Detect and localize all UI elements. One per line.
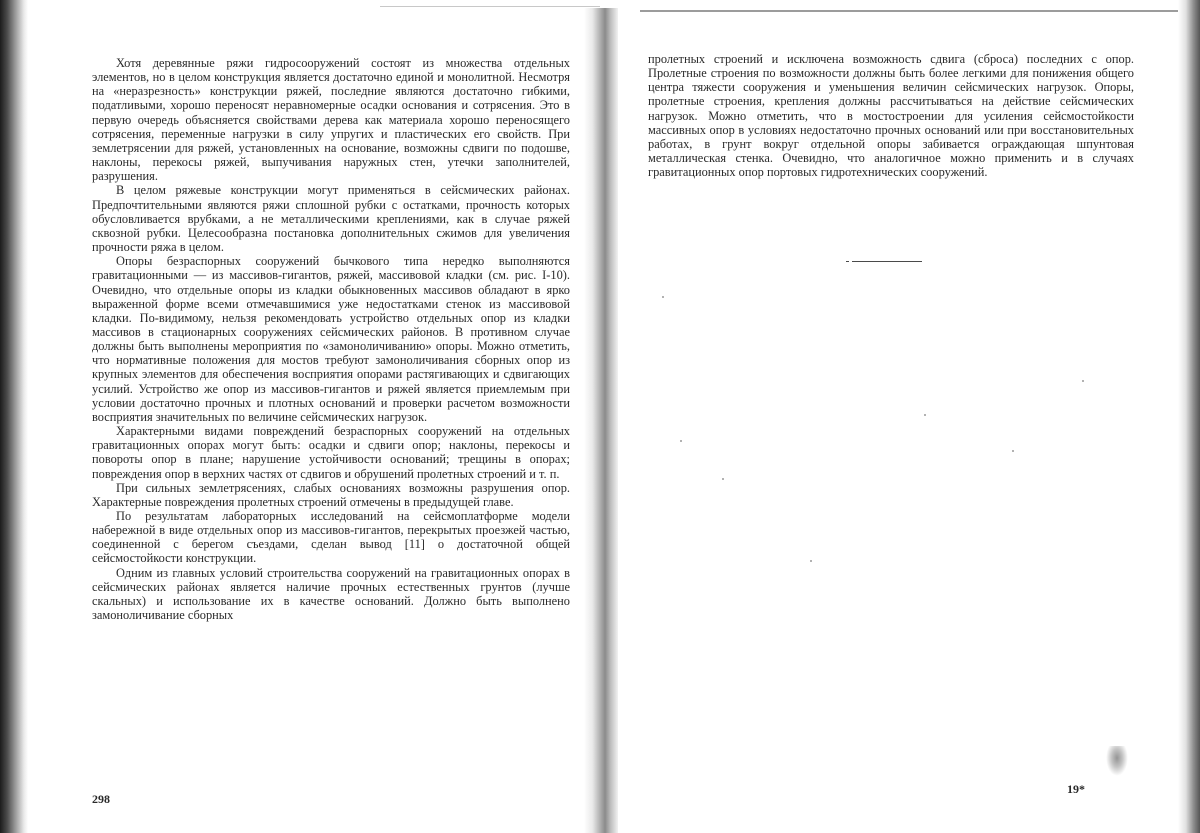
book-gutter: [584, 8, 618, 833]
scan-speck: [1082, 380, 1084, 382]
scan-speck: [680, 440, 682, 442]
paragraph: Одним из главных условий строительства сооружений на гравитационных опорах в сейсмических районах является наличие прочных естественных грунтов (лучше скальных) и использование их в качестве оснований. Должно быть выполнено замоноличивание сборных: [92, 565, 570, 623]
right-page-text: [648, 52, 1134, 179]
page-number-left: 298: [92, 792, 110, 806]
paragraph: При сильных землетрясениях, слабых основаниях возможны разрушения опор. Характерные повреждения пролетных строений отмечены в предыдущей главе.: [92, 480, 570, 509]
left-page-text: [92, 56, 570, 622]
paragraph: Опоры безраспорных сооружений бычкового типа нередко выполняются гравитационными — из массивов-гигантов, ряжей, массивовой кладки (см. рис. I-10). Очевидно, что отдельные опоры из кладки обыкновенных массивов обладают в ярко выраженной форме всеми отмечавшимися уже недостатками стенок из массивовой кладки. По-видимому, нельзя рекомендовать устройство отдельных опор из кладки массивов в стационарных сооружениях сейсмических районов. В противном случае должны быть выполнены мероприятия по «замоноличиванию» опоры. Можно отметить, что нормативные положения для мостов требуют замоноличивания сборных опор из крупных элементов для обеспечения восприятия опорами растягивающих и сдвигающих усилий. Устройство же опор из массивов-гигантов и ряжей является приемлемым при условии достаточно прочных и плотных оснований и проверки расчетом возможности восприятия значительных по величине сейсмических нагрузок.: [92, 254, 570, 424]
section-end-rule-dot: [846, 261, 849, 262]
paragraph: Хотя деревянные ряжи гидросооружений состоят из множества отдельных элементов, но в целом конструкция является достаточно единой и монолитной. Несмотря на «неразрезность» конструкции ряжей, последние являются достаточно гибкими, податливыми, хорошо переносят неравномерные осадки основания и сотрясения. Это в первую очередь объясняется свойствами дерева как материала хорошо переносящего сотрясения, переменные нагрузки в силу упругих и пластических его свойств. При землетрясении для ряжей, установленных на основание, возможны сдвиги по подошве, наклоны, перекосы ряжей, выпучивания наружных стен, утечки заполнителей, разрушения.: [92, 56, 570, 184]
paragraph: Характерными видами повреждений безраспорных сооружений на отдельных гравитационных опорах могут быть: осадки и сдвиги опор; наклоны, перекосы и повороты опор в плане; нарушение устойчивости оснований; трещины в опорах; повреждения опор в верхних частях от сдвигов и обрушений пролетных строений и т. п.: [92, 424, 570, 481]
scan-speck: [810, 560, 812, 562]
scan-speck: [722, 478, 724, 480]
scan-speck: [924, 414, 926, 416]
scan-smudge: [1106, 746, 1128, 776]
scan-top-line: [380, 6, 600, 7]
scan-speck: [662, 296, 664, 298]
paragraph-continuation: пролетных строений и исключена возможность сдвига (сброса) последних с опор. Пролетные строения по возможности должны быть более легкими для понижения общего центра тяжести сооружения и уменьшения величин сейсмических нагрузок. Опоры, пролетные строения, крепления должны рассчитываться на действие сейсмических нагрузок. Можно отметить, что в мостостроении для усиления сейсмостойкости массивных опор в условиях недостаточно прочных оснований или при восстановительных работах, в грунт вокруг отдельной опоры забивается ограждающая шпунтовая металлическая стенка. Очевидно, что аналогичное можно применить и в случаях гравитационных опор портовых гидротехнических сооружений.: [648, 52, 1134, 180]
scan-speck: [1012, 450, 1014, 452]
scan-edge-left: [0, 0, 28, 833]
page-number-right: 19*: [1067, 782, 1085, 796]
paragraph: По результатам лабораторных исследований на сейсмоплатформе модели набережной в виде отдельных опор из массивов-гигантов, перекрытых проезжей частью, соединенной с берегом съездами, сделан вывод [11] о достаточной общей сейсмостойкости конструкции.: [92, 509, 570, 566]
paragraph: В целом ряжевые конструкции могут применяться в сейсмических районах. Предпочтительными являются ряжи сплошной рубки с остатками, прочность которых обусловливается врубками, а не металлическими креплениями, как в случае ряжей сквозной рубки. Целесообразна постановка дополнительных сжимов для увеличения прочности ряжа в целом.: [92, 183, 570, 255]
scan-edge-right: [1178, 0, 1200, 833]
scan-top-line-right: [640, 10, 1180, 12]
section-end-rule: [852, 261, 922, 262]
